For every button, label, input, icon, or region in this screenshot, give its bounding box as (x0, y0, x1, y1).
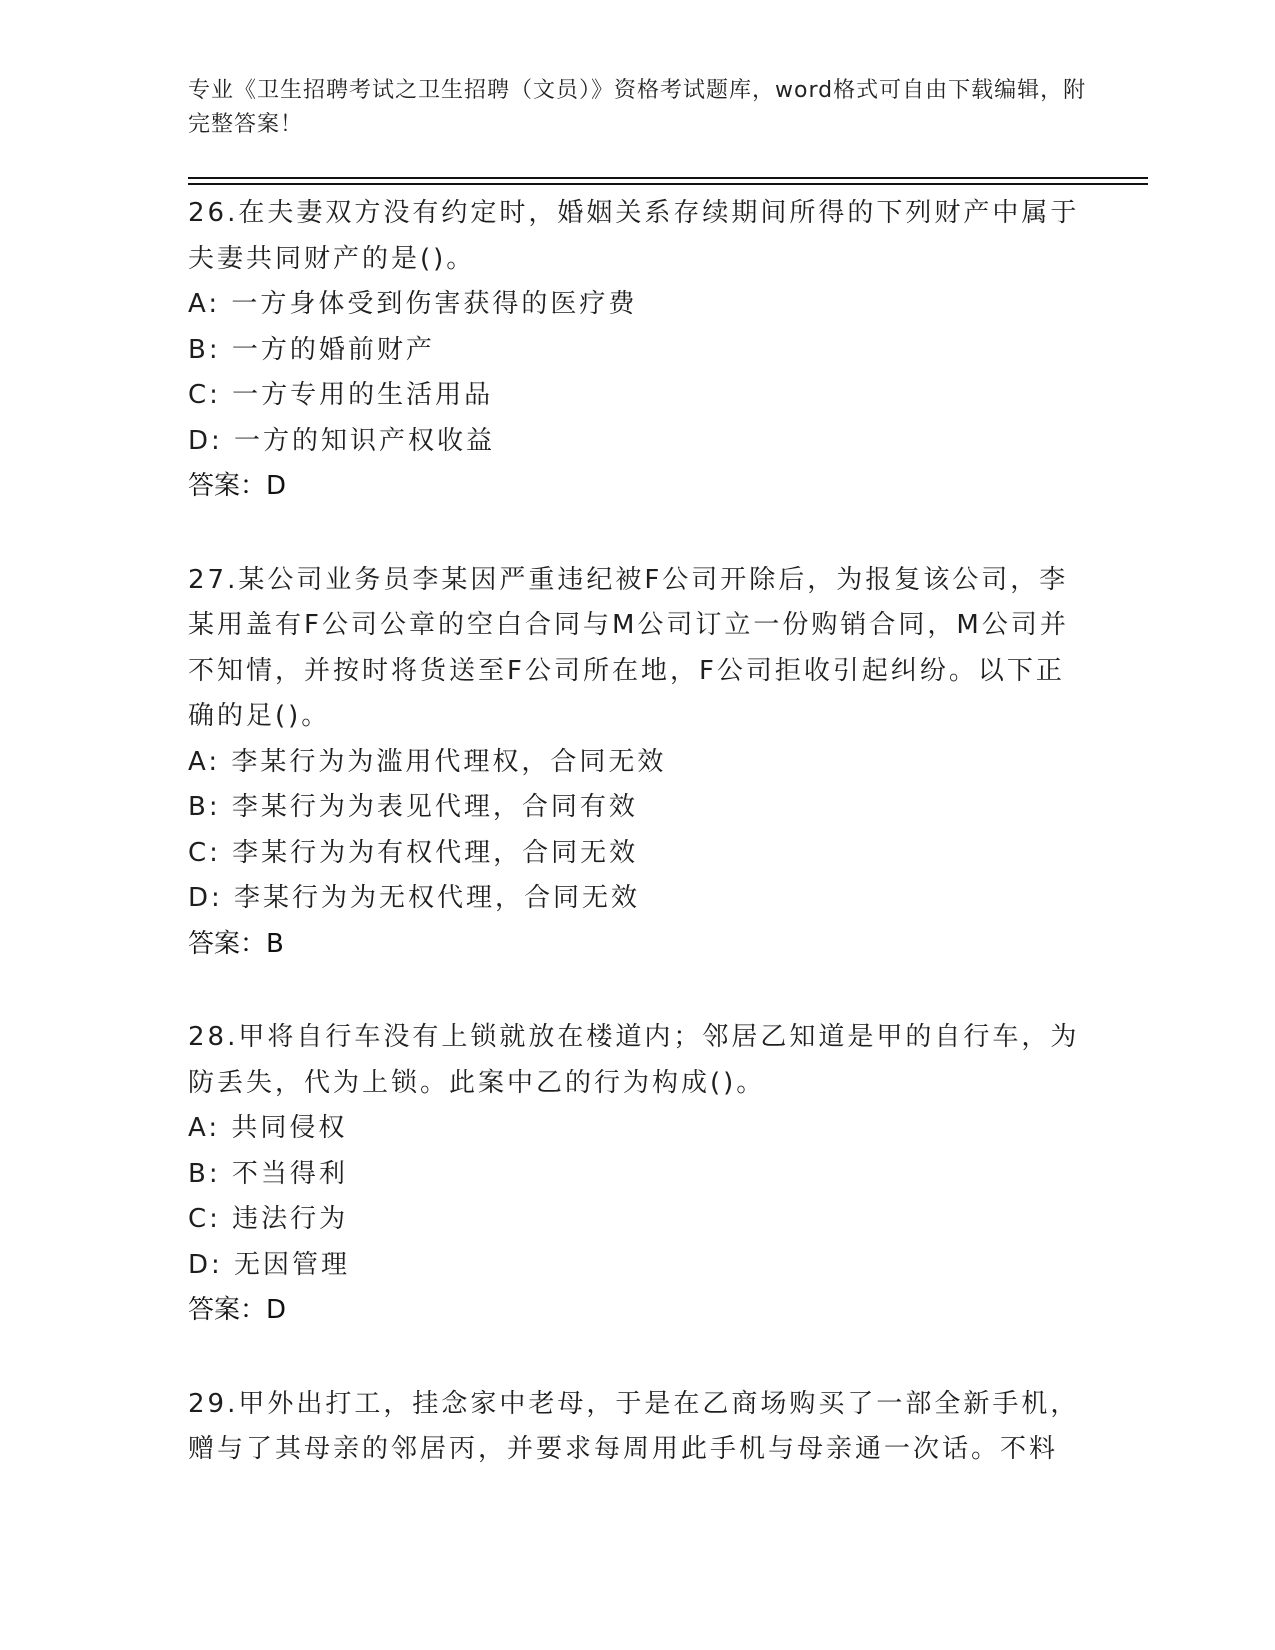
answer-line: 答案：D (188, 1295, 287, 1325)
option-d: D: 一方的知识产权收益 (188, 425, 496, 456)
question-stem: 29.甲外出打工，挂念家中老母，于是在乙商场购买了一部全新手机，赠与了其母亲的邻居丙，并要求每周用此手机与母亲通一次话。不料 (188, 1388, 1080, 1464)
option-a: A: 李某行为为滥用代理权，合同无效 (188, 746, 667, 777)
document-header: 专业《卫生招聘考试之卫生招聘（文员）》资格考试题库，word格式可自由下载编辑，附完整答案！ (188, 78, 1087, 137)
option-d: D: 李某行为为无权代理，合同无效 (188, 883, 641, 913)
question-stem: 28.甲将自行车没有上锁就放在楼道内；邻居乙知道是甲的自行车，为防丢失，代为上锁。此案中乙的行为构成()。 (188, 1022, 1080, 1098)
option-c: C: 一方专用的生活用品 (188, 380, 494, 410)
question-26 (188, 191, 1088, 510)
header-divider-bottom (188, 183, 1148, 185)
option-c: C: 李某行为为有权代理，合同无效 (188, 837, 639, 868)
question-27 (188, 558, 1088, 968)
answer-line: 答案：B (188, 928, 284, 959)
option-b: B: 李某行为为表见代理，合同有效 (188, 792, 638, 822)
option-a: A: 一方身体受到伤害获得的医疗费 (188, 289, 638, 319)
option-b: B: 一方的婚前财产 (188, 334, 435, 365)
option-d: D: 无因管理 (188, 1249, 351, 1280)
question-28 (188, 1015, 1088, 1334)
question-stem: 26.在夫妻双方没有约定时，婚姻关系存续期间所得的下列财产中属于夫妻共同财产的是()。 (188, 198, 1080, 274)
option-b: B: 不当得利 (188, 1158, 348, 1189)
question-list (188, 191, 1088, 1521)
answer-line: 答案：D (188, 471, 287, 501)
option-c: C: 违法行为 (188, 1204, 349, 1234)
option-a: A: 共同侵权 (188, 1113, 348, 1143)
question-29 (188, 1382, 1088, 1473)
header-divider-top (188, 177, 1148, 179)
question-stem: 27.某公司业务员李某因严重违纪被F公司开除后，为报复该公司，李某用盖有F公司公章的空白合同与M公司订立一份购销合同，M公司并不知情，并按时将货送至F公司所在地，F公司拒收引起纠纷。以下正确的足()。 (188, 564, 1069, 731)
